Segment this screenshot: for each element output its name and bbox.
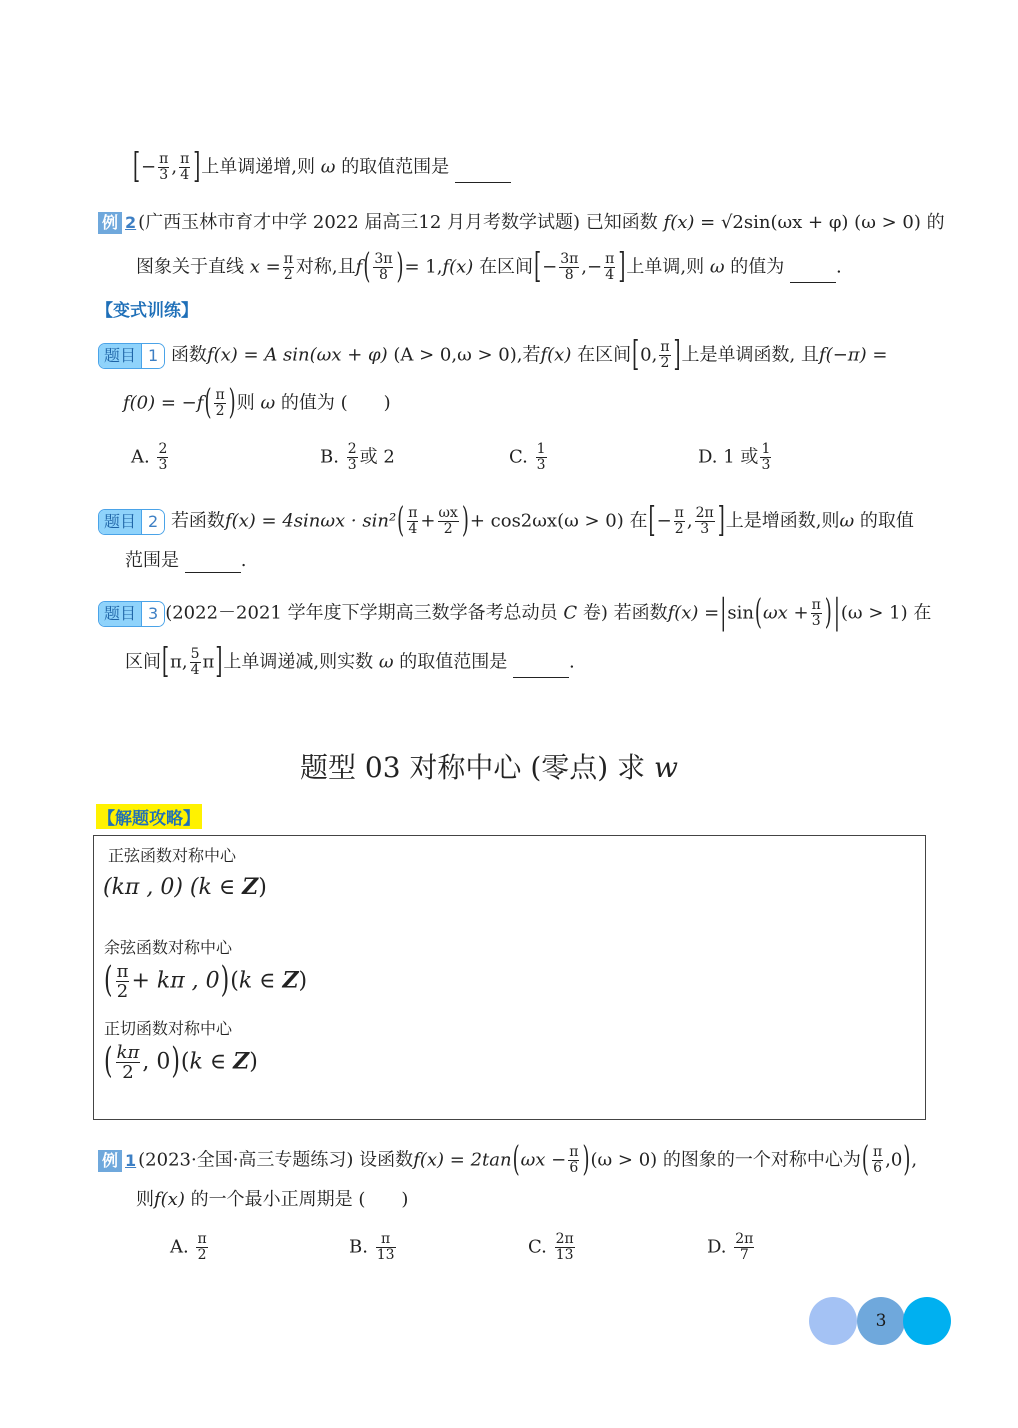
q1-option-d[interactable]: D. 1 或 $\frac{1}{3}$	[698, 441, 771, 473]
q1-option-c[interactable]: C. $\frac{1}{3}$	[509, 441, 546, 473]
question-1-line1: 题目 1 函数f(x) = A sin(ωx + φ) (A > 0,ω > 0),若f(x) 在区间[0, $\frac{\pi}{2}$ ]上是单调函数, 且f(−π) =	[98, 340, 887, 371]
cosine-center-formula: ( $\frac{\pi}{2}$ + kπ , 0)(k ∈ Z)	[104, 960, 308, 1002]
cosine-center-label: 余弦函数对称中心	[104, 938, 233, 957]
q1-option-a[interactable]: A. $\frac{2}{3}$	[131, 441, 168, 473]
question-tag: 题目 2	[98, 509, 165, 535]
variant-heading: 【变式训练】	[96, 301, 198, 321]
question-tag: 题目 1	[98, 343, 165, 369]
example-1-line1: 例 1 (2023·全国·高三专题练习) 设函数f(x) = 2tan(ωx − $\frac{\pi}{6}$ )(ω > 0) 的图象的一个对称中心为( $\frac{\pi}{6}$ ,0),	[98, 1145, 917, 1176]
q1-option-b[interactable]: B. $\frac{2}{3}$ 或 2	[320, 441, 395, 473]
example-2-line1: 例 2 (广西玉林市育才中学 2022 届高三12 月月考数学试题) 已知函数 f(x) = √2sin(ωx + φ) (ω > 0) 的	[98, 211, 945, 235]
ex1-option-d[interactable]: D. $\frac{2\pi}{7}$	[707, 1231, 754, 1263]
page-circle-left	[809, 1297, 857, 1345]
ex1-option-a[interactable]: A. $\frac{\pi}{2}$	[170, 1231, 207, 1263]
question-1-line2: f(0) = −f( $\frac{\pi}{2}$ )则 ω 的值为 ( )	[123, 382, 391, 423]
page-number: 3	[875, 1311, 887, 1331]
example-tag: 例	[98, 212, 122, 234]
tangent-center-formula: ( $\frac{k\pi}{2}$ , 0)(k ∈ Z)	[104, 1041, 258, 1083]
strategy-heading: 【解题攻略】	[96, 804, 202, 829]
question-2-line2: 范围是 .	[125, 550, 247, 571]
section-title: 题型 03 对称中心 (零点) 求 w	[300, 751, 678, 784]
answer-blank	[455, 162, 511, 183]
question-tag: 题目 3	[98, 601, 165, 627]
ex1-option-b[interactable]: B. $\frac{\pi}{13}$	[349, 1231, 395, 1263]
example-tag: 例	[98, 1150, 122, 1172]
question-3-line2: 区间[π, $\frac{5}{4}$ π]上单调递减,则实数 ω 的取值范围是 .	[125, 641, 575, 682]
sine-center-label: 正弦函数对称中心	[108, 846, 237, 865]
page-circle-right	[903, 1297, 951, 1345]
question-3-line1: 题目 3 (2022－2021 学年度下学期高三数学备考总动员 C 卷) 若函数f(x) =|sin(ωx + $\frac{\pi}{3}$ ) |(ω > 1) 在	[98, 598, 931, 629]
tangent-center-label: 正切函数对称中心	[104, 1019, 233, 1038]
sine-center-formula: (kπ , 0) (k ∈ Z)	[103, 874, 267, 900]
example-2-line2: 图象关于直线 x = $\frac{\pi}{2}$ 对称,且f( $\frac{3\pi}{8}$ )= 1,f(x) 在区间[− $\frac{3\pi}{8}$ ,− $\frac{\pi}{4}$ ]上单调,则 ω 的值为 .	[136, 246, 842, 287]
top-continuation: [− $\frac{\pi}{3}$ , $\frac{\pi}{4}$ ]上单调递增,则 ω 的取值范围是	[132, 152, 511, 183]
question-2-line1: 题目 2 若函数f(x) = 4sinωx · sin²( $\frac{\pi}{4}$ + $\frac{\omega x}{2}$ )+ cos2ωx(ω > 0) 在[− $\frac{\pi}{2}$ , $\frac{2\pi}{3}$ ]上是增函数,则ω 的取值	[98, 506, 914, 537]
example-1-line2: 则f(x) 的一个最小正周期是 ( )	[136, 1189, 409, 1210]
ex1-option-c[interactable]: C. $\frac{2\pi}{13}$	[528, 1231, 574, 1263]
